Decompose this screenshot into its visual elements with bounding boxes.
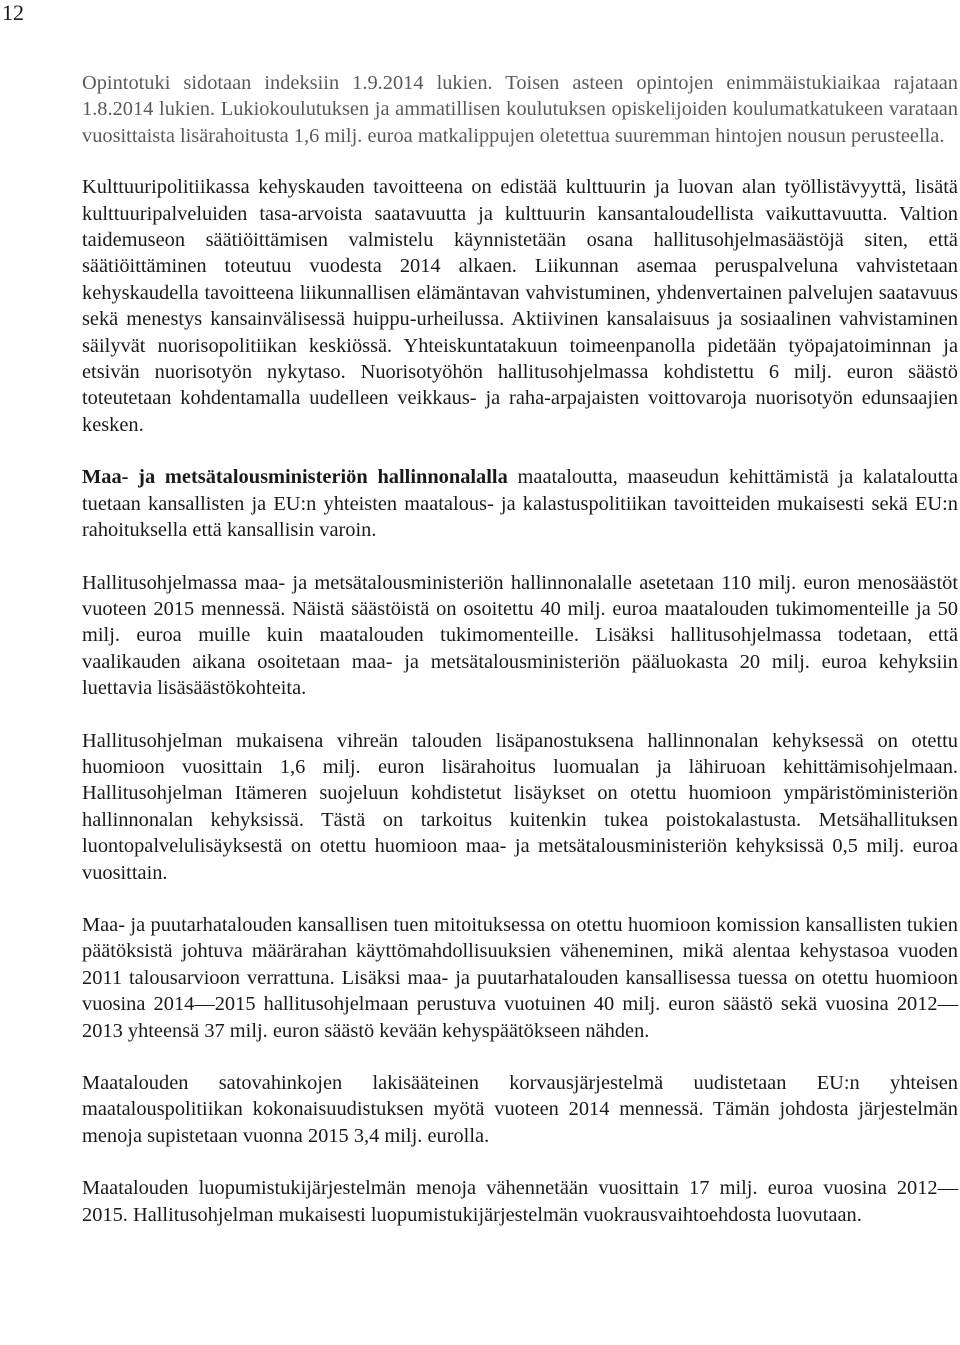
paragraph-early-retirement: Maatalouden luopumistukijärjestelmän menoja vähennetään vuosittain 17 milj. euroa vuosina 2012—2015. Hallitusohjelman mukaisesti luopumistukijärjestelmän vuokrausvaihtoehdosta luovutaan.	[82, 1177, 958, 1226]
paragraph-crop-damage: Maatalouden satovahinkojen lakisääteinen korvausjärjestelmä uudistetaan EU:n yhteisen maatalouspolitiikan kokonaisuudistuksen myötä vuoteen 2014 mennessä. Tämän johdosta järjestelmän menoja supistetaan vuonna 2015 3,4 milj. eurolla.	[82, 1072, 958, 1147]
paragraph-agriculture-ministry	[82, 464, 958, 543]
paragraph-agriculture-ministry-text: maataloutta, maaseudun kehittämistä ja kalataloutta tuetaan kansallisten ja EU:n yhteisten maatalous- ja kalastuspolitiikan tavoitteiden mukaisesti sekä EU:n rahoituksella että kansallisin varoin.	[82, 466, 959, 542]
paragraph-cultural-policy: Kulttuuripolitiikassa kehyskauden tavoitteena on edistää kulttuurin ja luovan alan työllistävyyttä, lisätä kulttuuripalveluiden tasa-arvoista saatavuutta ja kulttuurin kansantaloudellista vaikuttavuutta. Valtion taidemuseon säätiöittämisen valmistelu käynnistetään osana hallitusohjelmasäästöjä siten, että säätiöittäminen toteutuu vuodesta 2014 alkaen. Liikunnan asemaa peruspalveluna vahvistetaan kehyskaudella tavoitteena liikunnallisen elämäntavan vahvistuminen, yhdenvertainen palvelujen saatavuus sekä menestys kansainvälisessä huippu-urheilussa. Aktiivinen kansalaisuus ja sosiaalinen vahvistaminen säilyvät nuorisopolitiikan keskiössä. Yhteiskuntatakuun toimeenpanolla pidetään työpajatoiminnan ja etsivän nuorisotyön nykytaso. Nuorisotyöhön hallitusohjelmassa kohdistettu 6 milj. euron säästö toteutetaan kohdentamalla uudelleen veikkaus- ja raha-arpajaisten voittovaroja nuorisotyön edunsaajien kesken.	[82, 176, 958, 436]
paragraph-green-economy: Hallitusohjelman mukaisena vihreän talouden lisäpanostuksena hallinnonalan kehyksessä on otettu huomioon vuosittain 1,6 milj. euron lisärahoitus luomualan ja lähiruoan kehittämisohjelmaan. Hallitusohjelman Itämeren suojeluun kohdistetut lisäykset on otettu huomioon ympäristöministeriön hallinnonalan kehyksissä. Tästä on tarkoitus kuitenkin tukea poistokalastusta. Metsähallituksen luontopalvelulisäyksestä on otettu huomioon maa- ja metsätalousministeriön kehyksissä 0,5 milj. euroa vuosittain.	[82, 729, 958, 884]
section-heading-agriculture-ministry: Maa- ja metsätalousministeriön hallinnonalalla	[82, 466, 508, 489]
document-body	[82, 70, 958, 1228]
paragraph-student-aid: Opintotuki sidotaan indeksiin 1.9.2014 lukien. Toisen asteen opintojen enimmäistukiaikaa rajataan 1.8.2014 lukien. Lukiokoulutuksen ja ammatillisen koulutuksen opiskelijoiden koulumatkatukeen varataan vuosittaista lisärahoitusta 1,6 milj. euroa matkalippujen oletettua suuremman hintojen nousun perusteella.	[82, 72, 958, 147]
page-number: 12	[2, 0, 24, 25]
paragraph-savings: Hallitusohjelmassa maa- ja metsätalousministeriön hallinnonalalle asetetaan 110 milj. euron menosäästöt vuoteen 2015 mennessä. Näistä säästöistä on osoitettu 40 milj. euroa maatalouden tukimomenteille ja 50 milj. euroa muille kuin maatalouden tukimomenteille. Lisäksi hallitusohjelmassa todetaan, että vaalikauden aikana osoitetaan maa- ja metsätalousministeriön pääluokasta 20 milj. euroa kehyksiin luettavia lisäsäästökohteita.	[82, 571, 958, 700]
paragraph-national-aid: Maa- ja puutarhatalouden kansallisen tuen mitoituksessa on otettu huomioon komission kansallisten tukien päätöksistä johtuva määrärahan käyttömahdollisuuksien väheneminen, mikä alentaa kehystasoa vuoden 2011 talousarvioon verrattuna. Lisäksi maa- ja puutarhatalouden kansallisessa tuessa on otettu huomioon vuosina 2014—2015 hallitusohjelmaan perustuva vuotuinen 40 milj. euron säästö sekä vuosina 2012—2013 yhteensä 37 milj. euron säästö kevään kehyspäätökseen nähden.	[82, 913, 958, 1042]
